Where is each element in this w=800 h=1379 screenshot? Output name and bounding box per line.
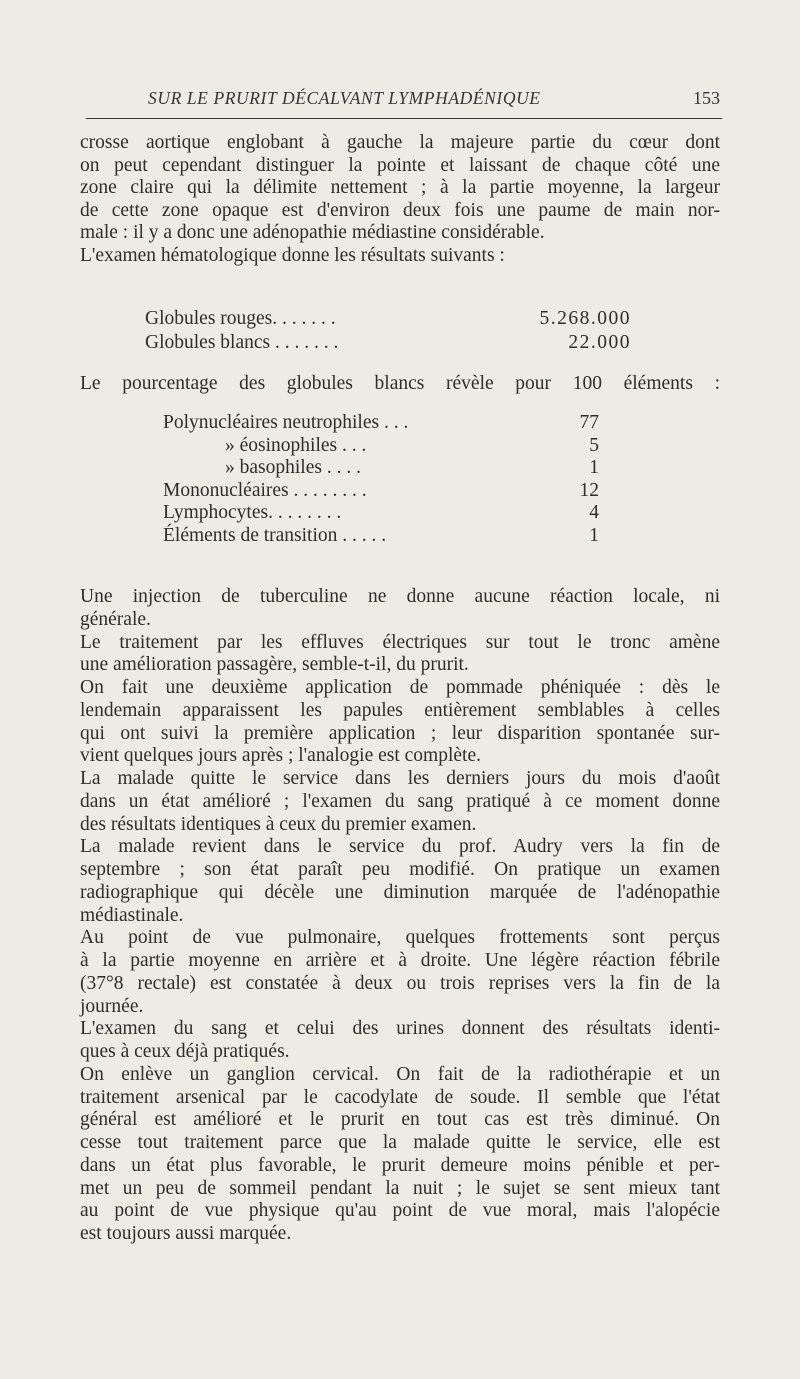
text-line: dans un état amélioré ; l'examen du sang pratiqué à ce moment donne bbox=[80, 790, 720, 812]
row-label: » éosinophiles . . . bbox=[225, 434, 367, 456]
row-label: Polynucléaires neutrophiles . . . bbox=[163, 412, 409, 433]
row-label: Mononucléaires . . . . . . . . bbox=[163, 479, 367, 501]
text-line: L'examen hématologique donne les résultats suivants : bbox=[80, 244, 505, 266]
row-label: » basophiles . . . . bbox=[225, 457, 361, 479]
row-label: Globules blancs . . . . . . . bbox=[145, 332, 339, 353]
row-value: 5.268.000 bbox=[539, 308, 631, 329]
text-line: on peut cependant distinguer la pointe et laissant de chaque côté une bbox=[80, 154, 720, 176]
text-line: journée. bbox=[80, 995, 144, 1017]
text-line: cesse tout traitement parce que la malade quitte le service, elle est bbox=[80, 1132, 720, 1153]
text-line: dans un état plus favorable, le prurit demeure moins pénible et per- bbox=[80, 1154, 720, 1176]
text-line: (37°8 rectale) est constatée à deux ou trois reprises vers la fin de la bbox=[80, 972, 720, 994]
row-value: 1 bbox=[589, 457, 599, 479]
row-label: Lymphocytes. . . . . . . . bbox=[163, 502, 342, 524]
text-line: lendemain apparaissent les papules entièrement semblables à celles bbox=[80, 699, 720, 721]
table-row bbox=[163, 480, 623, 503]
text-line: L'examen du sang et celui des urines donnent des résultats identi- bbox=[80, 1018, 720, 1040]
row-value: 5 bbox=[589, 434, 599, 456]
row-value: 22.000 bbox=[568, 332, 631, 353]
table-row bbox=[163, 435, 623, 458]
percentage-intro: Le pourcentage des globules blancs révèle pour 100 éléments : bbox=[80, 373, 720, 394]
table-row bbox=[163, 525, 623, 548]
text-line: traitement arsenical par le cacodylate de soude. Il semble que l'état bbox=[80, 1086, 720, 1108]
running-head bbox=[80, 88, 720, 114]
text-line: de cette zone opaque est d'environ deux fois une paume de main nor- bbox=[80, 199, 720, 221]
intro-block bbox=[80, 132, 720, 268]
leukocyte-formula-table bbox=[163, 412, 623, 548]
row-label: Éléments de transition . . . . . bbox=[163, 524, 387, 546]
text-line: Une injection de tuberculine ne donne aucune réaction locale, ni bbox=[80, 586, 720, 607]
table-row bbox=[163, 457, 623, 480]
text-line: met un peu de sommeil pendant la nuit ; le sujet se sent mieux tant bbox=[80, 1177, 720, 1199]
text-line: général est amélioré et le prurit en tout cas est très diminué. On bbox=[80, 1109, 720, 1131]
header-rule bbox=[86, 118, 722, 119]
text-line: radiographique qui décèle une diminution marquée de l'adénopathie bbox=[80, 881, 720, 903]
text-line: vient quelques jours après ; l'analogie est complète. bbox=[80, 745, 481, 767]
text-line: On enlève un ganglion cervical. On fait de la radiothérapie et un bbox=[80, 1063, 720, 1085]
row-value: 1 bbox=[589, 524, 599, 546]
blood-count-table bbox=[145, 308, 635, 356]
row-value: 12 bbox=[579, 479, 599, 501]
text-line: ques à ceux déjà pratiqués. bbox=[80, 1041, 290, 1062]
text-line: crosse aortique englobant à gauche la majeure partie du cœur dont bbox=[80, 132, 720, 153]
text-line: La malade revient dans le service du prof. Audry vers la fin de bbox=[80, 836, 720, 858]
text-line: septembre ; son état paraît peu modifié. On pratique un examen bbox=[80, 859, 720, 880]
text-line: est toujours aussi marquée. bbox=[80, 1223, 292, 1244]
table-row bbox=[145, 308, 635, 332]
table-row bbox=[163, 502, 623, 525]
text-line: à la partie moyenne en arrière et à droite. Une légère réaction fébrile bbox=[80, 950, 720, 971]
text-line: On fait une deuxième application de pommade phéniquée : dès le bbox=[80, 677, 720, 698]
text-line: Au point de vue pulmonaire, quelques frottements sont perçus bbox=[80, 927, 720, 949]
table-row bbox=[163, 412, 623, 435]
text-line: générale. bbox=[80, 608, 151, 630]
text-line: au point de vue physique qu'au point de vue moral, mais l'alopécie bbox=[80, 1200, 720, 1222]
running-title: SUR LE PRURIT DÉCALVANT LYMPHADÉNIQUE bbox=[148, 88, 541, 108]
row-value: 77 bbox=[579, 412, 599, 433]
row-value: 4 bbox=[589, 502, 599, 524]
text-line: des résultats identiques à ceux du premier examen. bbox=[80, 813, 477, 835]
text-line: une amélioration passagère, semble-t-il, du prurit. bbox=[80, 654, 469, 676]
table-row bbox=[145, 332, 635, 356]
text-line: zone claire qui la délimite nettement ; à la partie moyenne, la largeur bbox=[80, 177, 720, 199]
text-line: male : il y a donc une adénopathie médiastine considérable. bbox=[80, 222, 545, 244]
text-line: qui ont suivi la première application ; leur disparition spontanée sur- bbox=[80, 722, 720, 744]
body-text bbox=[80, 586, 720, 1246]
page-number: 153 bbox=[693, 88, 720, 108]
text-line: médiastinale. bbox=[80, 904, 184, 926]
row-label: Globules rouges. . . . . . . bbox=[145, 308, 336, 329]
text-line: La malade quitte le service dans les derniers jours du mois d'août bbox=[80, 768, 720, 789]
text-line: Le traitement par les effluves électriques sur tout le tronc amène bbox=[80, 631, 720, 653]
